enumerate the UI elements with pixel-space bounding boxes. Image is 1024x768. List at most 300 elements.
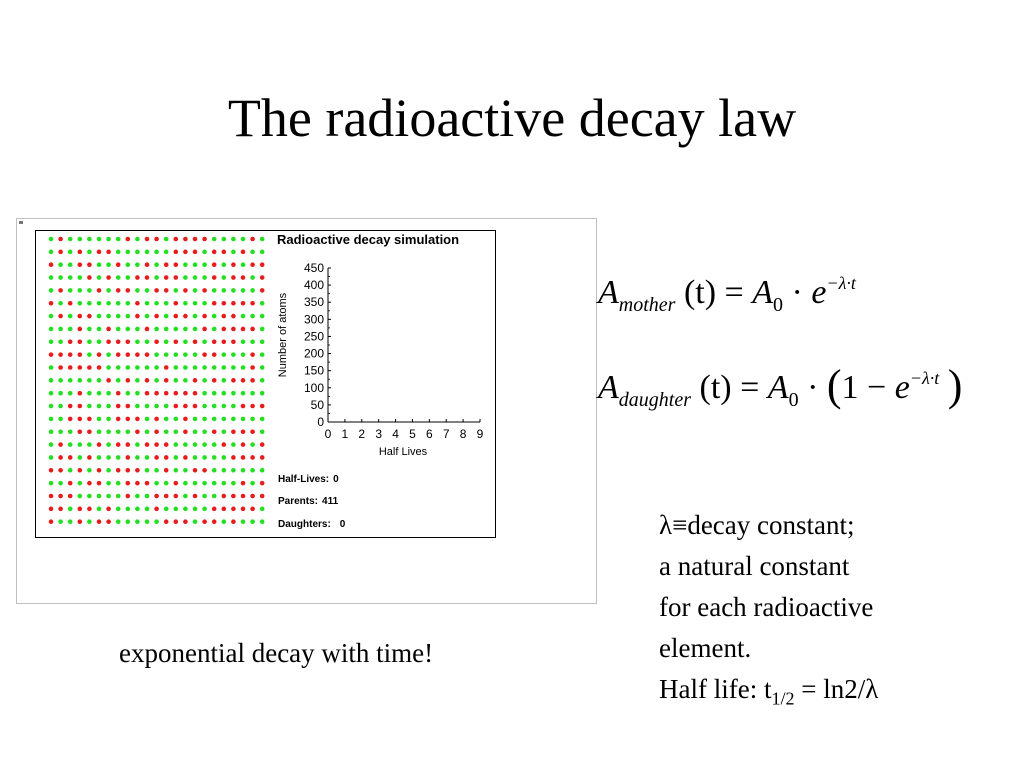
parent-atom [260,455,265,460]
daughter-atom [78,481,83,486]
parent-atom [174,404,179,409]
daughter-atom [145,519,150,524]
parent-atom [87,275,92,280]
parents-value: 411 [322,496,339,507]
parent-atom [212,519,217,524]
parent-atom [212,378,217,383]
daughter-atom [145,417,150,422]
note-line-3: for each radioactive [659,592,874,622]
parent-atom [58,352,63,357]
daughter-atom [174,468,179,473]
parent-atom [231,275,236,280]
daughter-atom [78,378,83,383]
daughter-atom [154,468,159,473]
daughter-atom [135,237,140,242]
parent-atom [222,327,227,332]
parent-atom [222,301,227,306]
parent-atom [87,429,92,434]
parent-atom [116,404,121,409]
daughter-atom [212,455,217,460]
daughter-atom [231,481,236,486]
x-tick-label: 7 [442,427,450,441]
parent-atom [78,365,83,370]
daughter-atom [116,455,121,460]
note-line-2: a natural constant [659,551,850,581]
parent-atom [174,301,179,306]
daughter-atom [260,429,265,434]
daughter-atom [135,327,140,332]
daughter-atom [49,481,54,486]
parent-atom [183,391,188,396]
parent-atom [222,507,227,512]
decay-chart [290,260,490,445]
daughter-atom [154,404,159,409]
daughter-atom [106,468,111,473]
parent-atom [231,262,236,267]
daughter-atom [154,250,159,255]
parent-atom [58,507,63,512]
parent-atom [97,468,102,473]
parent-atom [78,429,83,434]
daughter-atom [222,417,227,422]
daughter-atom [202,250,207,255]
daughter-atom [87,378,92,383]
parent-atom [126,237,131,242]
parent-atom [78,340,83,345]
daughter-atom [202,442,207,447]
parent-atom [174,494,179,499]
daughter-atom [193,314,198,319]
daughter-atom [87,288,92,293]
daughter-atom [135,365,140,370]
parent-atom [106,327,111,332]
daughter-atom [135,288,140,293]
parent-atom [174,250,179,255]
daughter-atom [126,314,131,319]
parent-atom [97,352,102,357]
parent-atom [174,237,179,242]
y-tick-label: 450 [303,261,324,275]
daughter-atom [58,378,63,383]
parent-atom [145,275,150,280]
parent-atom [87,262,92,267]
daughter-atom [97,327,102,332]
daughter-atom [58,301,63,306]
daughter-atom [222,288,227,293]
parent-atom [193,404,198,409]
x-tick-label: 2 [358,427,366,441]
parent-atom [49,352,54,357]
parent-atom [78,468,83,473]
y-tick-label: 350 [303,295,324,310]
parent-atom [241,275,246,280]
daughter-atom [193,327,198,332]
parent-atom [164,365,169,370]
parent-atom [260,442,265,447]
parent-atom [212,301,217,306]
simulation-title: Radioactive decay simulation [277,232,460,247]
parent-atom [145,442,150,447]
daughter-atom [154,378,159,383]
parent-atom [202,288,207,293]
daughter-atom [116,237,121,242]
applet-icon [19,221,23,224]
daughter-atom [250,468,255,473]
daughter-atom [183,262,188,267]
daughter-atom [78,494,83,499]
parent-atom [68,494,73,499]
daughter-atom [260,327,265,332]
daughter-atom [241,314,246,319]
daughter-atom [154,481,159,486]
daughter-atom [116,378,121,383]
daughter-atom [135,250,140,255]
daughter-atom [97,494,102,499]
parent-atom [58,468,63,473]
daughter-atom [145,404,150,409]
daughter-atom [250,275,255,280]
parent-atom [87,314,92,319]
daughters-value: 0 [339,519,346,530]
daughter-atom [222,352,227,357]
parent-atom [68,301,73,306]
daughter-atom [106,455,111,460]
parent-atom [241,301,246,306]
parent-atom [126,481,131,486]
daughter-atom [164,352,169,357]
daughter-atom [97,404,102,409]
parent-atom [126,340,131,345]
daughter-atom [49,250,54,255]
daughter-atom [106,442,111,447]
parent-atom [49,301,54,306]
daughter-atom [212,404,217,409]
daughter-left-paren: ( [826,361,842,410]
daughter-atom [250,417,255,422]
daughter-atom [116,365,121,370]
parent-atom [241,250,246,255]
daughter-atom [260,237,265,242]
parent-atom [193,494,198,499]
daughter-atom [87,250,92,255]
daughter-atom [116,494,121,499]
daughter-atom [135,519,140,524]
daughter-atom [58,275,63,280]
daughter-atom [106,301,111,306]
daughter-atom [231,352,236,357]
daughter-atom [260,301,265,306]
daughter-atom [183,494,188,499]
daughter-atom [193,288,198,293]
daughter-atom [183,340,188,345]
y-tick-label: 300 [303,312,324,327]
daughter-atom [212,237,217,242]
daughter-atom [202,365,207,370]
daughter-atom [193,301,198,306]
daughter-atom [193,275,198,280]
parent-atom [154,507,159,512]
daughter-atom [135,404,140,409]
parent-atom [97,519,102,524]
daughter-atom [212,481,217,486]
parent-atom [58,442,63,447]
parent-atom [164,519,169,524]
daughter-atom [231,237,236,242]
daughter-atom [58,404,63,409]
daughter-atom [106,352,111,357]
parent-atom [58,288,63,293]
daughter-atom [260,468,265,473]
daughter-atom [49,378,54,383]
parent-atom [78,404,83,409]
parent-atom [164,275,169,280]
mother-initial: A [752,274,774,311]
y-tick-label: 250 [303,329,324,344]
daughter-atom [202,494,207,499]
daughter-atom [202,301,207,306]
daughter-atom [97,314,102,319]
parent-atom [250,262,255,267]
parent-atom [260,404,265,409]
daughter-atom [222,365,227,370]
parent-atom [174,519,179,524]
daughter-atom [183,442,188,447]
daughter-atom [212,327,217,332]
daughter-atom [231,442,236,447]
parent-atom [222,340,227,345]
parent-atom [145,481,150,486]
parent-atom [241,378,246,383]
daughter-atom [106,417,111,422]
daughter-atom [193,429,198,434]
daughter-atom [260,417,265,422]
daughter-atom [126,507,131,512]
daughter-atom [49,365,54,370]
y-axis-label: Number of atoms [277,292,289,378]
parent-atom [250,352,255,357]
daughter-atom [116,301,121,306]
daughter-atom [126,519,131,524]
daughter-atom [260,340,265,345]
parent-atom [250,237,255,242]
x-tick-label: 3 [375,427,383,441]
parent-atom [78,507,83,512]
daughter-atom [260,507,265,512]
parent-atom [106,507,111,512]
daughter-atom [241,288,246,293]
daughter-atom [87,391,92,396]
daughter-atom [68,507,73,512]
parent-atom [164,455,169,460]
parent-atom [193,378,198,383]
daughter-atom [116,327,121,332]
daughter-atom [68,250,73,255]
daughter-atom [126,250,131,255]
daughter-atom [97,301,102,306]
daughter-atom [202,262,207,267]
parent-atom [183,250,188,255]
mother-equation [598,263,856,325]
daughter-atom [145,429,150,434]
daughter-atom [58,481,63,486]
parent-atom [116,262,121,267]
x-tick-label: 4 [392,427,399,441]
daughter-atom [145,250,150,255]
parent-atom [49,262,54,267]
parent-atom [241,404,246,409]
parent-atom [164,262,169,267]
daughter-atom [87,340,92,345]
daughter-atom [193,455,198,460]
daughter-atom [260,314,265,319]
parent-atom [260,262,265,267]
parent-atom [68,352,73,357]
decay-constant-note [659,505,878,719]
parent-atom [212,275,217,280]
daughter-atom [241,237,246,242]
daughter-atom [222,468,227,473]
parent-atom [212,352,217,357]
daughter-atom [164,327,169,332]
parent-atom [202,468,207,473]
parent-atom [135,352,140,357]
parent-atom [241,429,246,434]
daughter-one: 1 [841,369,859,406]
daughter-atom [183,365,188,370]
parent-atom [250,301,255,306]
parent-atom [126,288,131,293]
daughter-atom [241,365,246,370]
daughter-atom [241,262,246,267]
daughter-atom [68,327,73,332]
parent-atom [116,417,121,422]
daughter-atom [193,481,198,486]
parent-atom [116,352,121,357]
daughter-atom [260,519,265,524]
daughter-atom [145,314,150,319]
daughter-atom [250,391,255,396]
daughter-atom [106,391,111,396]
daughter-atom [202,417,207,422]
parent-atom [154,288,159,293]
x-tick-label: 9 [476,427,484,441]
parent-atom [231,519,236,524]
daughter-atom [68,275,73,280]
daughter-atom [183,468,188,473]
daughter-atom [222,237,227,242]
parent-atom [193,250,198,255]
parent-atom [174,340,179,345]
parent-atom [106,378,111,383]
parent-atom [135,481,140,486]
parent-atom [58,365,63,370]
daughter-atom [260,365,265,370]
daughter-atom [97,417,102,422]
parent-atom [68,340,73,345]
parent-atom [154,442,159,447]
parent-atom [241,455,246,460]
note-line-4: element. [659,633,752,663]
parent-atom [126,494,131,499]
daughter-atom [174,507,179,512]
daughter-atom [250,288,255,293]
daughter-atom [145,468,150,473]
daughter-atom [87,352,92,357]
daughter-atom [49,404,54,409]
daughter-atom [68,391,73,396]
daughter-atom [193,507,198,512]
daughter-atom [116,481,121,486]
daughter-atom [174,352,179,357]
y-tick-label: 150 [303,363,324,378]
daughter-atom [97,455,102,460]
daughter-atom [212,391,217,396]
daughter-atom [145,494,150,499]
daughter-atom [97,429,102,434]
parent-atom [174,262,179,267]
daughter-atom [116,314,121,319]
daughter-atom [222,391,227,396]
parent-atom [68,481,73,486]
parent-atom [231,314,236,319]
atom-grid [45,233,269,529]
parent-atom [145,352,150,357]
daughter-exponent: −λ·t [909,368,940,388]
x-tick-label: 5 [409,427,416,441]
daughter-atom [193,519,198,524]
daughter-atom [202,455,207,460]
parent-atom [68,417,73,422]
parent-atom [164,468,169,473]
daughter-atom [49,275,54,280]
parent-atom [250,429,255,434]
parent-atom [212,340,217,345]
daughter-atom [78,237,83,242]
parent-atom [250,404,255,409]
parent-atom [250,365,255,370]
parent-atom [78,417,83,422]
parent-atom [193,391,198,396]
y-tick-label: 0 [317,415,324,429]
parent-atom [231,507,236,512]
daughter-atom [126,327,131,332]
parent-atom [78,327,83,332]
parent-atom [49,468,54,473]
daughter-atom [68,237,73,242]
daughter-atom [116,250,121,255]
daughter-atom [116,275,121,280]
y-tick-label: 100 [303,380,324,395]
half-life-text: Half life: t [659,674,772,704]
daughter-atom [193,417,198,422]
daughter-minus: − [867,369,887,406]
daughter-atom [260,378,265,383]
y-tick-label: 200 [303,346,324,361]
mother-exponent: −λ·t [826,273,856,293]
daughter-atom [126,429,131,434]
parent-atom [126,442,131,447]
parent-atom [87,481,92,486]
parent-atom [97,250,102,255]
parent-atom [145,237,150,242]
parent-atom [78,314,83,319]
daughter-atom [145,507,150,512]
daughter-atom [260,250,265,255]
x-tick-label: 0 [324,427,332,441]
parent-atom [68,404,73,409]
parent-atom [183,288,188,293]
daughter-equation [598,358,962,420]
